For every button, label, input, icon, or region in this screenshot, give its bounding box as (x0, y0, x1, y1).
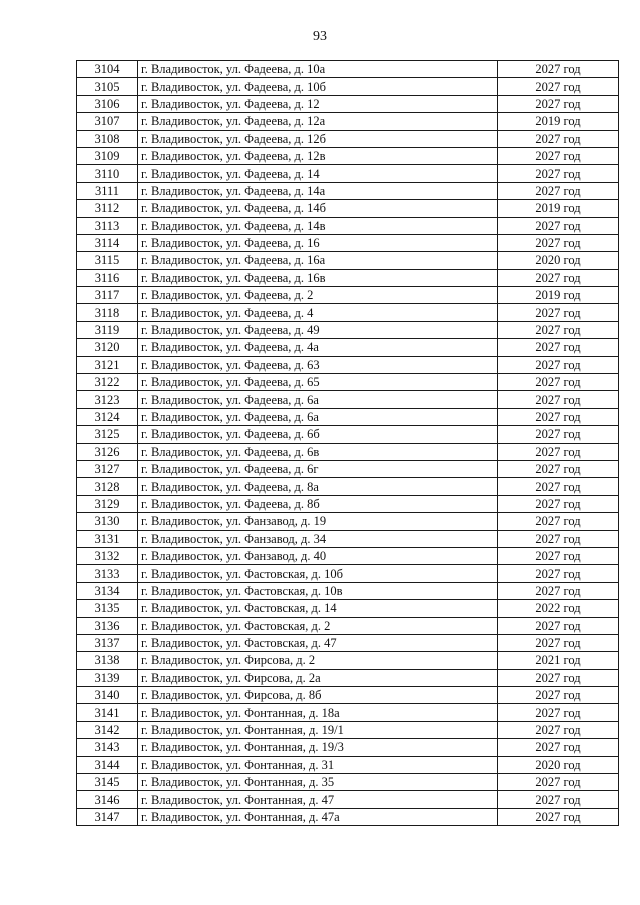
address-cell: г. Владивосток, ул. Фадеева, д. 49 (138, 321, 498, 338)
year-cell: 2021 год (498, 652, 619, 669)
row-number-cell: 3140 (77, 687, 138, 704)
year-cell: 2027 год (498, 687, 619, 704)
year-cell: 2027 год (498, 704, 619, 721)
year-cell: 2027 год (498, 356, 619, 373)
table-row (77, 339, 619, 356)
row-number-cell: 3146 (77, 791, 138, 808)
row-number-cell: 3107 (77, 113, 138, 130)
address-cell: г. Владивосток, ул. Фастовская, д. 2 (138, 617, 498, 634)
row-number-cell: 3141 (77, 704, 138, 721)
row-number-cell: 3143 (77, 739, 138, 756)
address-cell: г. Владивосток, ул. Фадеева, д. 6г (138, 460, 498, 477)
table-row (77, 547, 619, 564)
table-row (77, 304, 619, 321)
table-row (77, 269, 619, 286)
address-cell: г. Владивосток, ул. Фонтанная, д. 19/1 (138, 721, 498, 738)
year-cell: 2020 год (498, 756, 619, 773)
table-body (77, 61, 619, 826)
table-row (77, 756, 619, 773)
table-row (77, 113, 619, 130)
table-row (77, 426, 619, 443)
row-number-cell: 3121 (77, 356, 138, 373)
table-row (77, 374, 619, 391)
address-cell: г. Владивосток, ул. Фадеева, д. 12а (138, 113, 498, 130)
row-number-cell: 3118 (77, 304, 138, 321)
address-cell: г. Владивосток, ул. Фанзавод, д. 40 (138, 547, 498, 564)
year-cell: 2027 год (498, 634, 619, 651)
row-number-cell: 3142 (77, 721, 138, 738)
table-row (77, 130, 619, 147)
row-number-cell: 3133 (77, 565, 138, 582)
address-cell: г. Владивосток, ул. Фадеева, д. 12б (138, 130, 498, 147)
address-cell: г. Владивосток, ул. Фадеева, д. 14а (138, 182, 498, 199)
year-cell: 2027 год (498, 217, 619, 234)
row-number-cell: 3135 (77, 600, 138, 617)
row-number-cell: 3111 (77, 182, 138, 199)
row-number-cell: 3130 (77, 513, 138, 530)
table-row (77, 95, 619, 112)
row-number-cell: 3117 (77, 287, 138, 304)
row-number-cell: 3134 (77, 582, 138, 599)
year-cell: 2027 год (498, 182, 619, 199)
table-row (77, 634, 619, 651)
year-cell: 2027 год (498, 304, 619, 321)
table-row (77, 61, 619, 78)
row-number-cell: 3139 (77, 669, 138, 686)
address-cell: г. Владивосток, ул. Фадеева, д. 10б (138, 78, 498, 95)
address-cell: г. Владивосток, ул. Фадеева, д. 6а (138, 408, 498, 425)
year-cell: 2027 год (498, 582, 619, 599)
table-row (77, 460, 619, 477)
address-cell: г. Владивосток, ул. Фадеева, д. 6в (138, 443, 498, 460)
address-cell: г. Владивосток, ул. Фадеева, д. 4а (138, 339, 498, 356)
address-cell: г. Владивосток, ул. Фадеева, д. 12в (138, 147, 498, 164)
address-cell: г. Владивосток, ул. Фадеева, д. 8б (138, 495, 498, 512)
table-row (77, 78, 619, 95)
year-cell: 2027 год (498, 530, 619, 547)
year-cell: 2019 год (498, 287, 619, 304)
year-cell: 2027 год (498, 165, 619, 182)
table-row (77, 234, 619, 251)
table-row (77, 200, 619, 217)
table-row (77, 321, 619, 338)
year-cell: 2027 год (498, 547, 619, 564)
address-cell: г. Владивосток, ул. Фадеева, д. 8а (138, 478, 498, 495)
address-cell: г. Владивосток, ул. Фирсова, д. 2а (138, 669, 498, 686)
address-cell: г. Владивосток, ул. Фадеева, д. 14б (138, 200, 498, 217)
year-cell: 2027 год (498, 234, 619, 251)
address-cell: г. Владивосток, ул. Фанзавод, д. 34 (138, 530, 498, 547)
table-row (77, 791, 619, 808)
row-number-cell: 3145 (77, 774, 138, 791)
address-cell: г. Владивосток, ул. Фадеева, д. 2 (138, 287, 498, 304)
row-number-cell: 3115 (77, 252, 138, 269)
table-row (77, 617, 619, 634)
row-number-cell: 3108 (77, 130, 138, 147)
row-number-cell: 3120 (77, 339, 138, 356)
year-cell: 2020 год (498, 252, 619, 269)
row-number-cell: 3116 (77, 269, 138, 286)
row-number-cell: 3109 (77, 147, 138, 164)
row-number-cell: 3105 (77, 78, 138, 95)
year-cell: 2027 год (498, 130, 619, 147)
year-cell: 2027 год (498, 565, 619, 582)
row-number-cell: 3126 (77, 443, 138, 460)
table-row (77, 147, 619, 164)
row-number-cell: 3147 (77, 808, 138, 825)
row-number-cell: 3127 (77, 460, 138, 477)
year-cell: 2027 год (498, 617, 619, 634)
table-row (77, 669, 619, 686)
table-row (77, 687, 619, 704)
table-row (77, 443, 619, 460)
year-cell: 2027 год (498, 791, 619, 808)
table-row (77, 652, 619, 669)
row-number-cell: 3122 (77, 374, 138, 391)
table-row (77, 739, 619, 756)
address-cell: г. Владивосток, ул. Фадеева, д. 63 (138, 356, 498, 373)
year-cell: 2027 год (498, 61, 619, 78)
row-number-cell: 3131 (77, 530, 138, 547)
table-row (77, 582, 619, 599)
table-row (77, 408, 619, 425)
year-cell: 2022 год (498, 600, 619, 617)
row-number-cell: 3132 (77, 547, 138, 564)
address-cell: г. Владивосток, ул. Фонтанная, д. 47 (138, 791, 498, 808)
row-number-cell: 3106 (77, 95, 138, 112)
address-cell: г. Владивосток, ул. Фирсова, д. 8б (138, 687, 498, 704)
year-cell: 2027 год (498, 460, 619, 477)
year-cell: 2027 год (498, 808, 619, 825)
year-cell: 2027 год (498, 669, 619, 686)
address-cell: г. Владивосток, ул. Фонтанная, д. 19/3 (138, 739, 498, 756)
table-row (77, 217, 619, 234)
address-cell: г. Владивосток, ул. Фадеева, д. 14в (138, 217, 498, 234)
table-row (77, 287, 619, 304)
table-row (77, 530, 619, 547)
page-number: 93 (313, 29, 327, 44)
year-cell: 2019 год (498, 113, 619, 130)
year-cell: 2019 год (498, 200, 619, 217)
year-cell: 2027 год (498, 426, 619, 443)
year-cell: 2027 год (498, 321, 619, 338)
address-cell: г. Владивосток, ул. Фадеева, д. 16 (138, 234, 498, 251)
address-cell: г. Владивосток, ул. Фадеева, д. 14 (138, 165, 498, 182)
row-number-cell: 3104 (77, 61, 138, 78)
year-cell: 2027 год (498, 443, 619, 460)
row-number-cell: 3136 (77, 617, 138, 634)
address-cell: г. Владивосток, ул. Фонтанная, д. 35 (138, 774, 498, 791)
row-number-cell: 3137 (77, 634, 138, 651)
table-row (77, 478, 619, 495)
address-cell: г. Владивосток, ул. Фирсова, д. 2 (138, 652, 498, 669)
address-cell: г. Владивосток, ул. Фадеева, д. 12 (138, 95, 498, 112)
row-number-cell: 3114 (77, 234, 138, 251)
year-cell: 2027 год (498, 478, 619, 495)
address-cell: г. Владивосток, ул. Фонтанная, д. 47а (138, 808, 498, 825)
year-cell: 2027 год (498, 495, 619, 512)
year-cell: 2027 год (498, 269, 619, 286)
table-row (77, 495, 619, 512)
row-number-cell: 3124 (77, 408, 138, 425)
address-cell: г. Владивосток, ул. Фадеева, д. 4 (138, 304, 498, 321)
year-cell: 2027 год (498, 95, 619, 112)
address-cell: г. Владивосток, ул. Фадеева, д. 16а (138, 252, 498, 269)
table-row (77, 721, 619, 738)
year-cell: 2027 год (498, 721, 619, 738)
year-cell: 2027 год (498, 774, 619, 791)
table-row (77, 774, 619, 791)
year-cell: 2027 год (498, 408, 619, 425)
address-cell: г. Владивосток, ул. Фонтанная, д. 18а (138, 704, 498, 721)
table-row (77, 165, 619, 182)
row-number-cell: 3119 (77, 321, 138, 338)
year-cell: 2027 год (498, 147, 619, 164)
table-row (77, 356, 619, 373)
table-row (77, 391, 619, 408)
address-cell: г. Владивосток, ул. Фанзавод, д. 19 (138, 513, 498, 530)
address-cell: г. Владивосток, ул. Фонтанная, д. 31 (138, 756, 498, 773)
address-cell: г. Владивосток, ул. Фадеева, д. 6а (138, 391, 498, 408)
row-number-cell: 3144 (77, 756, 138, 773)
row-number-cell: 3138 (77, 652, 138, 669)
address-cell: г. Владивосток, ул. Фадеева, д. 10а (138, 61, 498, 78)
address-cell: г. Владивосток, ул. Фастовская, д. 10б (138, 565, 498, 582)
address-cell: г. Владивосток, ул. Фастовская, д. 14 (138, 600, 498, 617)
year-cell: 2027 год (498, 391, 619, 408)
table-row (77, 182, 619, 199)
address-cell: г. Владивосток, ул. Фадеева, д. 65 (138, 374, 498, 391)
year-cell: 2027 год (498, 78, 619, 95)
table-row (77, 565, 619, 582)
housing-register-table (76, 60, 619, 826)
row-number-cell: 3128 (77, 478, 138, 495)
year-cell: 2027 год (498, 339, 619, 356)
row-number-cell: 3125 (77, 426, 138, 443)
row-number-cell: 3110 (77, 165, 138, 182)
address-cell: г. Владивосток, ул. Фастовская, д. 47 (138, 634, 498, 651)
address-cell: г. Владивосток, ул. Фадеева, д. 6б (138, 426, 498, 443)
address-cell: г. Владивосток, ул. Фадеева, д. 16в (138, 269, 498, 286)
table-row (77, 252, 619, 269)
table-row (77, 704, 619, 721)
row-number-cell: 3123 (77, 391, 138, 408)
table-row (77, 808, 619, 825)
year-cell: 2027 год (498, 513, 619, 530)
row-number-cell: 3129 (77, 495, 138, 512)
table-row (77, 513, 619, 530)
address-cell: г. Владивосток, ул. Фастовская, д. 10в (138, 582, 498, 599)
row-number-cell: 3113 (77, 217, 138, 234)
table-row (77, 600, 619, 617)
year-cell: 2027 год (498, 739, 619, 756)
year-cell: 2027 год (498, 374, 619, 391)
row-number-cell: 3112 (77, 200, 138, 217)
